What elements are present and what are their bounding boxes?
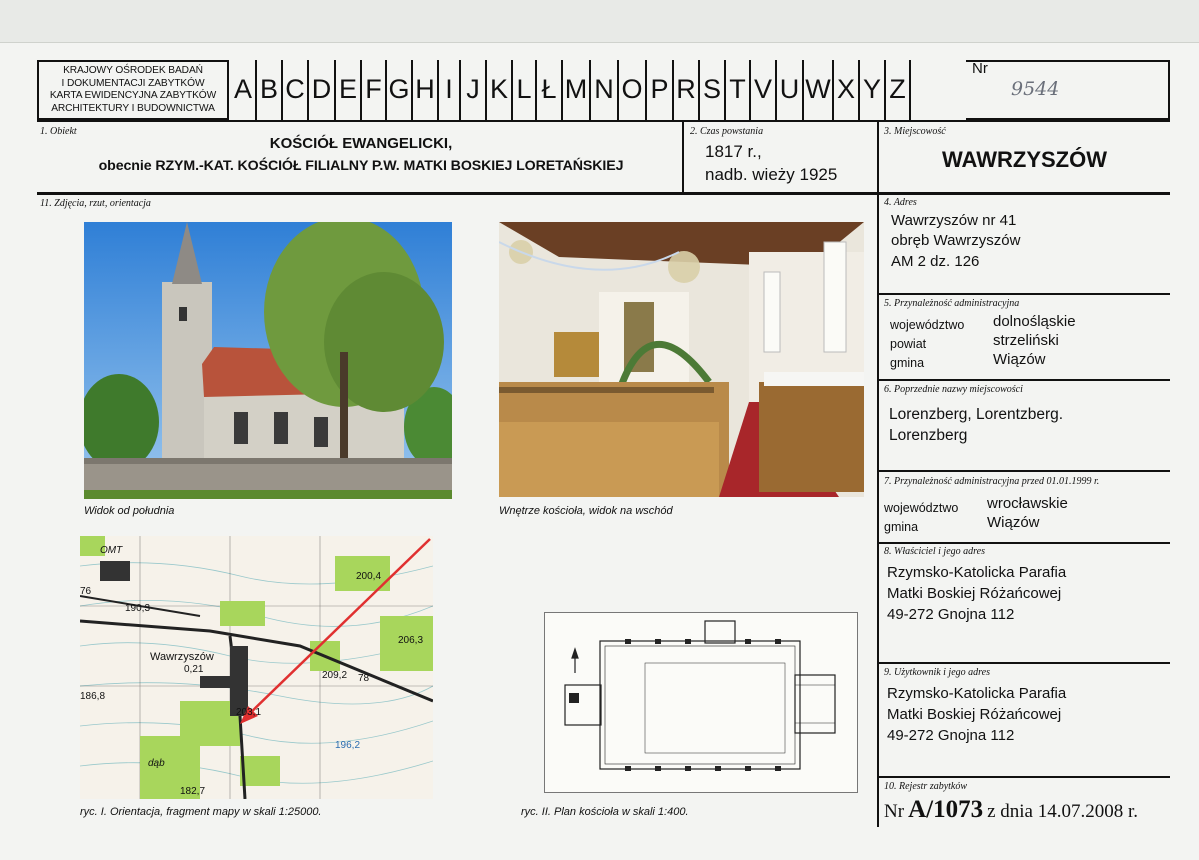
field-label-6: 6. Poprzednie nazwy miejscowości (884, 384, 1023, 395)
map-height: 203,1 (236, 707, 262, 718)
map-height: 209,2 (322, 670, 348, 681)
institution-box (37, 60, 229, 120)
index-letter: F (362, 60, 387, 120)
map-label-town: Wawrzyszów (150, 651, 214, 663)
register-entry (884, 796, 1138, 824)
caption-photo1: Widok od południa (84, 505, 175, 517)
church-exterior-photo (84, 222, 452, 499)
address-line: Wawrzyszów nr 41 (891, 212, 1017, 229)
index-letter: R (674, 60, 700, 120)
index-letter: Y (860, 60, 886, 120)
former-names: Lorenzberg, Lorentzberg. (889, 406, 1064, 423)
admin-value: dolnośląskie (993, 313, 1076, 330)
index-letter: V (751, 60, 777, 120)
scanner-edge (0, 0, 1199, 43)
index-letter: K (487, 60, 513, 120)
field-label-2: 2. Czas powstania (690, 126, 764, 137)
rule (877, 542, 1170, 544)
register-number: A/1073 (908, 796, 984, 823)
index-letter: D (309, 60, 336, 120)
rule (877, 122, 879, 827)
map-label-oak: dąb (148, 758, 165, 769)
map-height: 186,8 (80, 691, 106, 702)
index-letter: X (834, 60, 860, 120)
institution-line: KRAJOWY OŚRODEK BADAŃ (63, 65, 203, 76)
field-label-8: 8. Właściciel i jego adres (884, 546, 985, 557)
floor-plan (544, 612, 858, 793)
index-letter: Z (886, 60, 911, 120)
address-line: obręb Wawrzyszów (891, 232, 1021, 249)
index-letter: I (439, 60, 461, 120)
map-height: 76 (80, 586, 92, 597)
user-line: 49-272 Gnojna 112 (887, 727, 1015, 744)
index-letter: S (700, 60, 726, 120)
index-letter: J (461, 60, 487, 120)
number-box (966, 60, 1170, 120)
index-letter: T (726, 60, 751, 120)
field-label-1: 1. Obiekt (40, 126, 77, 137)
index-letter: H (413, 60, 439, 120)
index-letter: B (257, 60, 283, 120)
caption-photo2: Wnętrze kościoła, widok na wschód (499, 505, 673, 517)
map-label-town-sub: 0,21 (184, 664, 204, 675)
map-height: 78 (358, 673, 370, 684)
map-height: 206,3 (398, 635, 424, 646)
institution-line: ARCHITEKTURY I BUDOWNICTWA (51, 102, 215, 114)
owner-line: Rzymsko-Katolicka Parafia (887, 564, 1067, 581)
admin-key: gmina (890, 356, 925, 370)
admin-key: powiat (890, 337, 927, 351)
rule (37, 120, 1170, 122)
field-label-3: 3. Miejscowość (884, 126, 946, 137)
address-line: AM 2 dz. 126 (891, 253, 980, 270)
field-label-11: 11. Zdjęcia, rzut, orientacja (40, 198, 151, 209)
register-prefix: Nr (884, 801, 905, 822)
church-interior-photo (499, 222, 864, 497)
admin-key: województwo (884, 501, 959, 515)
index-letter: G (387, 60, 413, 120)
field-label-10: 10. Rejestr zabytków (884, 781, 968, 792)
field-label-7: 7. Przynależność administracyjna przed 01.01.1999 r. (884, 476, 1100, 487)
alphabet-index (231, 60, 911, 120)
institution-line: KARTA EWIDENCYJNA ZABYTKÓW (49, 90, 217, 102)
map-height: 182,7 (180, 786, 206, 797)
admin-value: Wiązów (993, 351, 1046, 368)
map-label-omt: OMT (100, 545, 123, 556)
field-label-9: 9. Użytkownik i jego adres (884, 667, 991, 678)
rule (877, 293, 1170, 295)
map-height: 190,3 (125, 603, 151, 614)
owner-line: Matki Boskiej Różańcowej (887, 585, 1062, 602)
date-line1: 1817 r., (705, 142, 762, 161)
index-letter: C (283, 60, 309, 120)
caption-map: ryc. I. Orientacja, fragment mapy w skali 1:25000. (80, 806, 322, 818)
rule (877, 662, 1170, 664)
user-line: Rzymsko-Katolicka Parafia (887, 685, 1067, 702)
index-letter: M (563, 60, 591, 120)
index-letter: E (336, 60, 362, 120)
admin-value: wrocławskie (987, 495, 1068, 512)
map-height: 200,4 (356, 571, 382, 582)
rule (877, 470, 1170, 472)
rule (37, 192, 1170, 195)
admin-value: Wiązów (987, 514, 1040, 531)
object-title-line1: KOŚCIÓŁ EWANGELICKI, (269, 135, 453, 152)
index-letter: W (804, 60, 834, 120)
field-label-4: 4. Adres (884, 197, 917, 208)
number-label: Nr (972, 60, 988, 77)
register-date: z dnia 14.07.2008 r. (987, 801, 1138, 822)
index-letter: O (619, 60, 647, 120)
index-letter: Ł (537, 60, 563, 120)
rule (877, 776, 1170, 778)
user-line: Matki Boskiej Różańcowej (887, 706, 1062, 723)
index-letter: P (647, 60, 674, 120)
object-title-line2: obecnie RZYM.-KAT. KOŚCIÓŁ FILIALNY P.W. MATKI BOSKIEJ LORETAŃSKIEJ (98, 158, 624, 174)
date-line2: nadb. wieży 1925 (705, 165, 838, 184)
field-label-5: 5. Przynależność administracyjna (884, 298, 1020, 309)
index-letter: U (777, 60, 804, 120)
handwritten-number: 9544 (1011, 78, 1060, 100)
index-letter: N (591, 60, 619, 120)
rule (877, 379, 1170, 381)
caption-plan: ryc. II. Plan kościoła w skali 1:400. (521, 806, 689, 818)
orientation-map (80, 536, 433, 799)
admin-value: strzeliński (993, 332, 1059, 349)
index-letter: L (513, 60, 537, 120)
admin-key: gmina (884, 520, 919, 534)
locality-name: WAWRZYSZÓW (942, 147, 1107, 172)
index-letter: A (231, 60, 257, 120)
map-height: 196,2 (335, 740, 361, 751)
former-names: Lorenzberg (889, 427, 968, 444)
institution-line: I DOKUMENTACJI ZABYTKÓW (61, 77, 205, 89)
admin-key: województwo (890, 318, 965, 332)
owner-line: 49-272 Gnojna 112 (887, 606, 1015, 623)
